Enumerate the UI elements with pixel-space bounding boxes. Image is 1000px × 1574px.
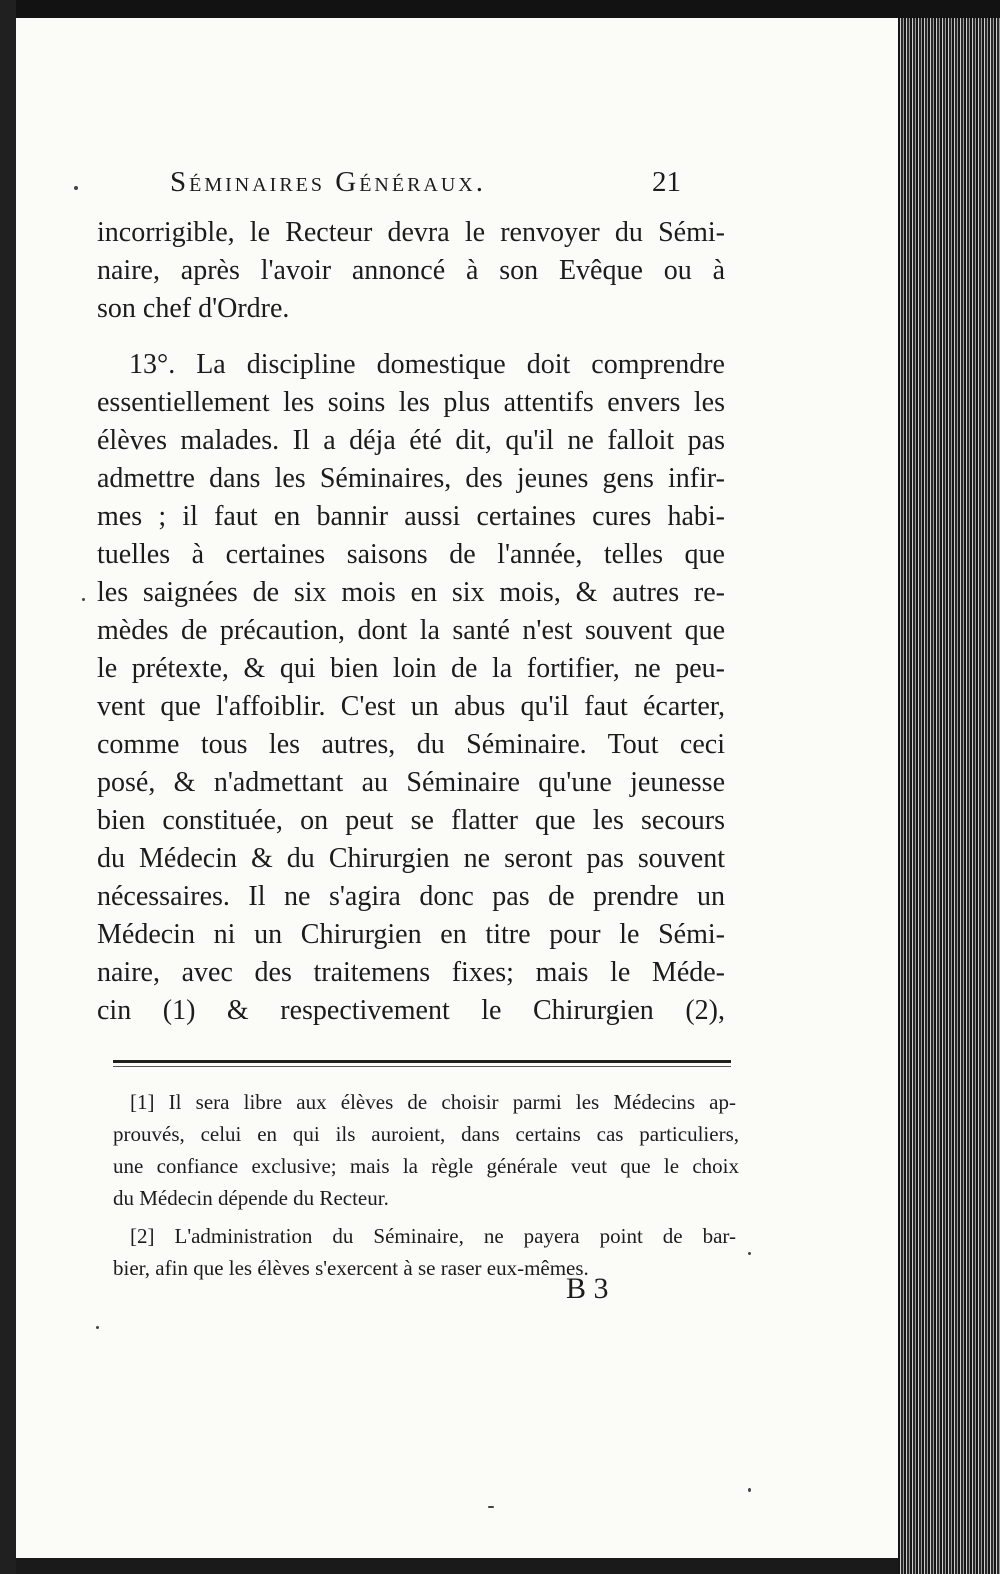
footnote-line: bier, afin que les élèves s'exercent à se raser eux-mêmes. — [113, 1256, 589, 1280]
body-line: du Médecin & du Chirurgien ne seront pas souvent — [97, 843, 725, 874]
body-line: élèves malades. Il a déja été dit, qu'il ne falloit pas — [97, 425, 725, 456]
left-binding-edge — [0, 0, 16, 1574]
signature-mark: B 3 — [566, 1272, 609, 1305]
footnote-line: du Médecin dépende du Recteur. — [113, 1186, 389, 1210]
ink-speck — [488, 1506, 494, 1508]
footnote-line: une confiance exclusive; mais la règle générale veut que le choix — [113, 1154, 739, 1178]
body-line: vent que l'affoiblir. C'est un abus qu'il faut écarter, — [97, 691, 725, 722]
body-line: bien constituée, on peut se flatter que les secours — [97, 805, 725, 836]
body-line: le prétexte, & qui bien loin de la fortifier, ne peu- — [97, 653, 725, 684]
ink-speck — [74, 186, 78, 190]
ink-speck — [96, 1326, 99, 1329]
ink-speck — [82, 598, 85, 601]
body-line: naire, avec des traitemens fixes; mais le Méde- — [97, 957, 725, 988]
footnote-line: [2] L'administration du Séminaire, ne payera point de bar- — [130, 1224, 736, 1248]
ink-speck — [748, 1488, 751, 1492]
body-line: mèdes de précaution, dont la santé n'est souvent que — [97, 615, 725, 646]
footnote-rule — [113, 1060, 731, 1063]
body-line: 13°. La discipline domestique doit comprendre — [129, 349, 725, 380]
ink-speck — [748, 1252, 751, 1255]
footnote-line: [1] Il sera libre aux élèves de choisir parmi les Médecins ap- — [130, 1090, 736, 1114]
body-line: mes ; il faut en bannir aussi certaines cures habi- — [97, 501, 725, 532]
body-line: comme tous les autres, du Séminaire. Tout ceci — [97, 729, 725, 760]
body-line: cin (1) & respectivement le Chirurgien (2), — [97, 995, 725, 1026]
body-line: tuelles à certaines saisons de l'année, telles que — [97, 539, 725, 570]
body-line: naire, après l'avoir annoncé à son Evêque ou à — [97, 255, 725, 286]
body-line: admettre dans les Séminaires, des jeunes gens infir- — [97, 463, 725, 494]
body-line: son chef d'Ordre. — [97, 293, 290, 324]
book-page-edges — [898, 18, 1000, 1574]
page-number: 21 — [652, 166, 681, 198]
body-line: essentiellement les soins les plus attentifs envers les — [97, 387, 725, 418]
body-line: incorrigible, le Recteur devra le renvoyer du Sémi- — [97, 217, 725, 248]
body-line: nécessaires. Il ne s'agira donc pas de prendre un — [97, 881, 725, 912]
running-head: Séminaires Généraux. — [170, 166, 487, 198]
body-line: les saignées de six mois en six mois, & autres re- — [97, 577, 725, 608]
footnote-rule-thin — [113, 1066, 731, 1067]
body-line: posé, & n'admettant au Séminaire qu'une jeunesse — [97, 767, 725, 798]
top-binding-edge — [0, 0, 1000, 18]
body-line: Médecin ni un Chirurgien en titre pour le Sémi- — [97, 919, 725, 950]
footnote-line: prouvés, celui en qui ils auroient, dans certains cas particuliers, — [113, 1122, 739, 1146]
